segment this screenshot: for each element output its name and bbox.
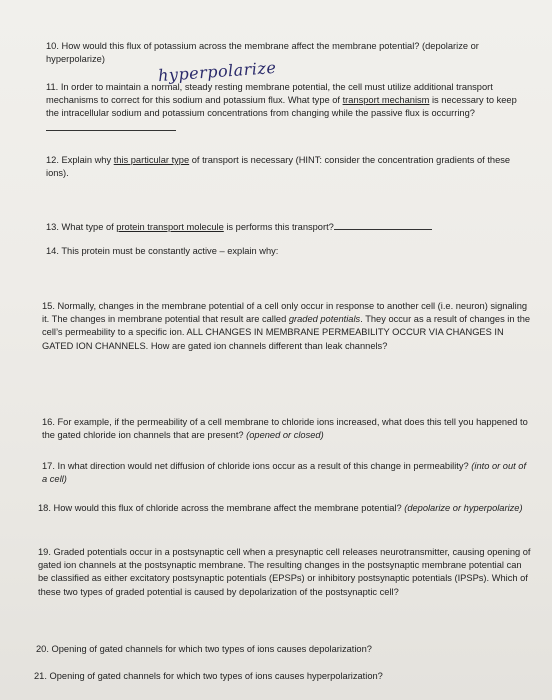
question-19 (38, 546, 534, 599)
question-10-text: 10. How would this flux of potassium across the membrane affect the membrane potential? (depolarize or hyperpolarize) (46, 41, 479, 65)
question-12-text-b: of transport is necessary (HINT: consider the concentration gradients of these ions). (46, 155, 511, 179)
question-14-text: 14. This protein must be constantly active – explain why: (46, 246, 279, 256)
answer-blank-11[interactable] (46, 121, 176, 131)
question-12 (46, 154, 534, 180)
question-18 (38, 502, 534, 515)
answer-blank-13[interactable] (334, 220, 432, 230)
question-15 (42, 300, 532, 353)
question-13 (46, 220, 532, 234)
question-17-text: 17. In what direction would net diffusion of chloride ions occur as a result of this change in permeability? (42, 461, 472, 471)
question-12-underlined: this particular type (113, 155, 190, 165)
question-11-text-a: 11. In order to maintain a normal, steady resting membrane potential, the cell must utilize additional transport mechanisms to correct for this sodium and potassium flux. What type of (46, 82, 493, 106)
question-16-italic: (opened or closed) (246, 430, 324, 441)
question-15-italic: graded potentials (288, 314, 361, 325)
question-20-text: 20. Opening of gated channels for which two types of ions causes depolarization? (36, 644, 372, 654)
question-20 (36, 643, 532, 656)
question-19-text: 19. Graded potentials occur in a postsynaptic cell when a presynaptic cell releases neurotransmitter, causing opening of gated ion channels at the postsynaptic membrane. The resulting changes in the postsynaptic membrane potential can be classified as either excitatory postsynaptic potentials (EPSPs) or inhibitory postsynaptic potentials (IPSPs). Which of these two types of graded potential is caused by depolarization of the postsynaptic cell? (38, 547, 531, 597)
question-15-text-b: . They occur as a result of changes in the cell’s permeability to a specific ion. ALL CHANGES IN MEMBRANE PERMEABILITY OCCUR VIA CHANGES IN GATED ION CHANNELS. How are gated ion channels different than leak channels? (42, 314, 531, 351)
question-13-text-b: is performs this transport? (223, 222, 334, 232)
question-11 (46, 81, 528, 135)
question-11-text-b: is necessary to keep the intracellular sodium and potassium concentrations from changing while the passive flux is occurring? (46, 95, 517, 119)
question-16 (42, 416, 532, 442)
question-12-text-a: 12. Explain why (46, 155, 114, 165)
question-18-text: 18. How would this flux of chloride across the membrane affect the membrane potential? (38, 503, 405, 513)
question-17 (42, 460, 532, 486)
question-13-underlined: protein transport molecule (116, 222, 224, 232)
question-21-text: 21. Opening of gated channels for which two types of ions causes hyperpolarization? (34, 671, 383, 681)
question-21 (34, 670, 530, 683)
handwritten-answer-10: hyperpolarize (157, 57, 277, 86)
question-15-text-a: 15. Normally, changes in the membrane potential of a cell only occur in response to another cell (i.e. neuron) signaling it. The changes in membrane potential that result are called (42, 301, 528, 325)
question-14 (46, 245, 532, 258)
question-10 (46, 40, 532, 66)
question-16-text: 16. For example, if the permeability of a cell membrane to chloride ions increased, what does this tell you happened to the gated chloride ion channels that are present? (42, 417, 528, 441)
question-11-underlined: transport mechanism (342, 95, 430, 106)
question-18-italic: (depolarize or hyperpolarize) (404, 503, 523, 513)
question-17-italic: (into or out of a cell) (42, 461, 527, 485)
question-13-text-a: 13. What type of (46, 222, 117, 232)
